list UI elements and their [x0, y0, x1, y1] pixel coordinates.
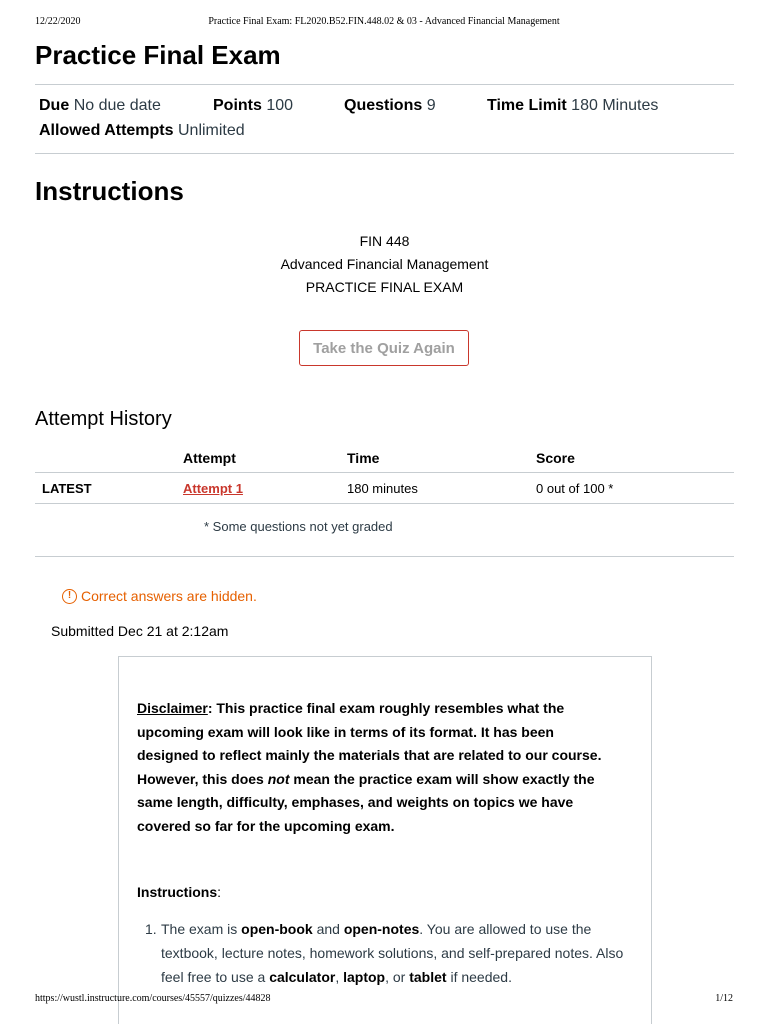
- attempt-history-heading: Attempt History: [35, 408, 172, 430]
- column-header-attempt: Attempt: [183, 450, 236, 466]
- time-limit-label: Time Limit: [487, 97, 567, 114]
- column-header-score: Score: [536, 450, 575, 466]
- attempt-1-link[interactable]: Attempt 1: [183, 481, 243, 496]
- due-value: No due date: [73, 97, 161, 114]
- course-code: FIN 448: [359, 233, 410, 249]
- exam-name: PRACTICE FINAL EXAM: [305, 279, 464, 295]
- page-title: Practice Final Exam: [35, 40, 281, 70]
- attempts-info: [39, 122, 245, 140]
- list-number: 1.: [145, 921, 157, 937]
- attempt-score: 0 out of 100 *: [536, 481, 614, 496]
- due-info: [39, 97, 161, 115]
- column-header-time: Time: [347, 450, 380, 466]
- grading-note: * Some questions not yet graded: [204, 519, 393, 534]
- disclaimer-label: Disclaimer: [137, 700, 208, 716]
- questions-label: Questions: [344, 97, 423, 114]
- instructions-label: Instructions:: [137, 884, 222, 900]
- questions-info: [344, 97, 436, 115]
- emphasis-not: not: [267, 770, 290, 787]
- warning-icon: !: [62, 589, 77, 604]
- quiz-description: [35, 230, 734, 299]
- submitted-time: Submitted Dec 21 at 2:12am: [51, 623, 229, 639]
- latest-tag: LATEST: [42, 481, 92, 496]
- disclaimer-text: Disclaimer: This practice final exam roughly resembles what the upcoming exam will look like in terms of its format. It has been designed to reflect mainly the materials that are related to our course. However, this does not mean the practice exam will show exactly the same length, difficulty, emphases, and weights on topics we have covered so far for the upcoming exam.: [137, 700, 602, 834]
- table-divider: [35, 503, 734, 504]
- time-limit-value: 180 Minutes: [571, 97, 659, 114]
- questions-value: 9: [426, 97, 436, 114]
- question-box: [118, 656, 652, 1024]
- warning-text: Correct answers are hidden.: [81, 588, 257, 604]
- divider: [35, 556, 734, 557]
- page-number: 1/12: [715, 993, 733, 1004]
- list-item: 1. The exam is open-book and open-notes. You are allowed to use the textbook, lecture notes, homework solutions, and self-prepared notes. Also feel free to use a calculator, laptop, or tablet if needed.: [137, 917, 635, 989]
- points-info: [213, 97, 293, 115]
- divider: [35, 153, 734, 154]
- due-label: Due: [39, 97, 70, 114]
- print-url: https://wustl.instructure.com/courses/45557/quizzes/44828: [35, 993, 271, 1004]
- instructions-heading: Instructions: [35, 176, 184, 206]
- print-date: 12/22/2020: [35, 16, 81, 27]
- points-value: 100: [266, 97, 294, 114]
- instructions-list: [137, 917, 635, 989]
- course-name: Advanced Financial Management: [280, 256, 489, 272]
- attempt-time: 180 minutes: [347, 481, 418, 496]
- answers-hidden-alert: [62, 588, 257, 604]
- time-limit-info: [487, 97, 658, 115]
- points-label: Points: [213, 97, 262, 114]
- table-divider: [35, 472, 734, 473]
- print-title: Practice Final Exam: FL2020.B52.FIN.448.02 & 03 - Advanced Financial Management: [208, 16, 560, 27]
- take-quiz-again-button[interactable]: Take the Quiz Again: [299, 330, 469, 366]
- attempts-label: Allowed Attempts: [39, 122, 174, 139]
- attempts-value: Unlimited: [177, 122, 245, 139]
- divider: [35, 84, 734, 85]
